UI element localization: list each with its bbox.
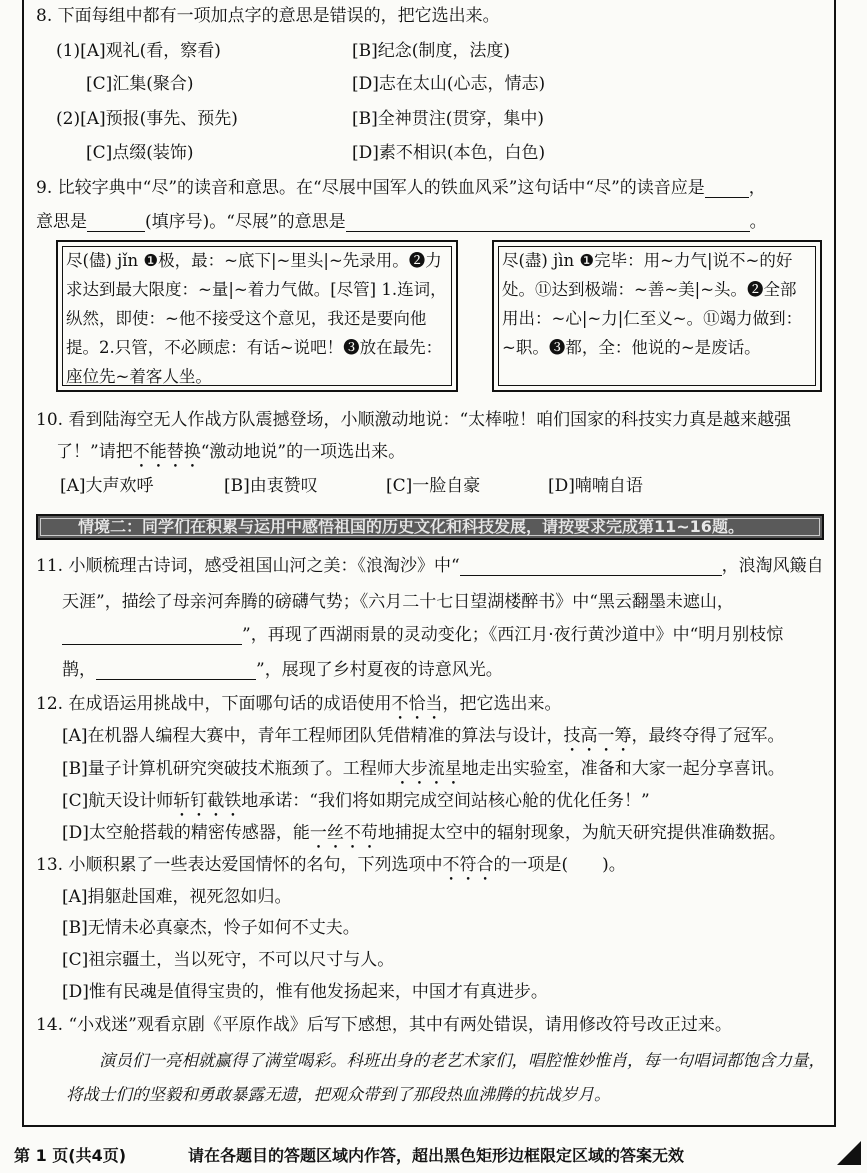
q10-line2 <box>56 442 837 472</box>
q9-line2-a: 意思是 <box>36 212 87 232</box>
q10-option-c[interactable]: [C]一脸自豪 <box>386 476 481 496</box>
q9-line2-b: (填序号)。“尽展”的意思是 <box>145 212 346 232</box>
q13-option-c[interactable]: [C]祖宗疆土，当以死守，不可以尺寸与人。 <box>62 950 395 970</box>
q12-option-d-pre: [D]太空舱搭载的精密传感器，能 <box>62 823 310 843</box>
q11-line4-b: ”，展现了乡村夏夜的诗意风光。 <box>256 660 503 680</box>
q12-option-c-post: 地承诺：“我们将如期完成空间站核心舱的优化任务！” <box>241 791 650 811</box>
context-banner <box>36 514 824 540</box>
q12-stem <box>36 694 837 724</box>
q8-stem: 8. 下面每组中都有一项加点字的意思是错误的，把它选出来。 <box>36 6 500 26</box>
q9-line2 <box>36 212 837 232</box>
q11-line4-a: 鹊， <box>62 660 96 680</box>
dictionary-entry-jin4: 尽(盡) jìn ❶完毕：用~力气|说不~的好处。⑪达到极端：~善~美|~头。❷全部用出：~心|~力|仁至义~。⑪竭力做到：~职。❸都，全：他说的~是废话。 <box>502 251 803 357</box>
q9-blank-number[interactable] <box>87 215 145 232</box>
context-banner-text: 情境二：同学们在积累与运用中感悟祖国的历史文化和科技发展，请按要求完成第11~16题。 <box>78 517 744 536</box>
q9-line1-end: ， <box>748 178 766 198</box>
q12-stem-c: ，把它选出来。 <box>442 694 562 714</box>
q10-option-d[interactable]: [D]喃喃自语 <box>548 476 643 496</box>
q10-line2-c: “激动地说”的一项选出来。 <box>200 442 406 462</box>
q11-line3 <box>62 625 837 645</box>
answer-area-notice: 请在各题目的答题区域内作答，超出黑色矩形边框限定区域的答案无效 <box>188 1146 685 1165</box>
q9-line2-end: 。 <box>749 212 767 232</box>
q8-option-2b[interactable]: [B]全神贯注(贯穿，集中) <box>352 109 545 129</box>
q11-line1 <box>36 556 837 576</box>
q11-line3-text: ”，再现了西湖雨景的灵动变化；《西江月·夜行黄沙道中》中“明月别枝惊 <box>242 625 784 645</box>
q13-stem <box>36 855 837 885</box>
q11-line2: 天涯”，描绘了母亲河奔腾的磅礴气势；《六月二十七日望湖楼醉书》中“黑云翻墨未遮山， <box>62 592 734 612</box>
q11-blank-3[interactable] <box>96 663 256 680</box>
q12-option-c-pre: [C]航天设计师 <box>62 791 174 811</box>
q13-option-d[interactable]: [D]惟有民魂是值得宝贵的，惟有他发扬起来，中国才有真进步。 <box>62 982 548 1002</box>
q10-option-b[interactable]: [B]由衷赞叹 <box>224 476 318 496</box>
dictionary-entry-jin3: 尽(儘) jǐn ❶极，最：~底下|~里头|~先录用。❷力求达到最大限度：~量|~着力气做。[尽管] 1.连词，纵然，即使：~他不接受这个意见，我还是要向他提。2.只管，不必顾虑：有话~说吧！❸放在最先：座位先~着客人坐。 <box>66 251 447 386</box>
q13-option-b[interactable]: [B]无情未必真豪杰，怜子如何不丈夫。 <box>62 918 360 938</box>
q11-blank-2[interactable] <box>62 628 242 645</box>
q11-blank-1[interactable] <box>460 559 722 576</box>
q13-option-a[interactable]: [A]捐躯赴国难，视死忽如归。 <box>62 887 292 907</box>
q11-line1-a: 11. 小顺梳理古诗词，感受祖国山河之美：《浪淘沙》中“ <box>36 556 460 576</box>
dictionary-box-jin4 <box>492 240 822 392</box>
q11-line4 <box>62 660 837 680</box>
q10-line2-a: 了！”请把 <box>56 442 133 462</box>
q12-option-a-pre: [A]在机器人编程大赛中，青年工程师团队凭借精准的算法与设计， <box>62 726 564 746</box>
q8-option-1d[interactable]: [D]志在太山(心志，情志) <box>352 74 546 94</box>
q8-option-2d[interactable]: [D]素不相识(本色，白色) <box>352 143 546 163</box>
q12-option-c[interactable] <box>62 791 837 821</box>
q12-option-b[interactable] <box>62 759 837 789</box>
q12-stem-a: 12. 在成语运用挑战中，下面哪句话的成语使用 <box>36 694 392 714</box>
q10-line1: 10. 看到陆海空无人作战方队震撼登场，小顺激动地说：“太棒啦！咱们国家的科技实力真是越来越强 <box>36 410 792 430</box>
q12-option-b-pre: [B]量子计算机研究突破技术瓶颈了。工程师 <box>62 759 394 779</box>
q12-option-c-idiom: 斩钉截铁 <box>173 791 242 811</box>
q12-emphasis: 不恰当 <box>391 694 443 714</box>
page-number: 第 1 页(共4页) <box>14 1146 127 1165</box>
q10-option-a[interactable]: [A]大声欢呼 <box>60 476 154 496</box>
q9-blank-meaning[interactable] <box>346 215 750 232</box>
q8-option-1a[interactable]: (1)[A]观礼(看，察看) <box>56 41 221 61</box>
dictionary-box-jin3 <box>56 240 458 392</box>
q9-line1 <box>36 178 837 198</box>
q14-passage[interactable]: 演员们一亮相就赢得了满堂喝彩。科班出身的老艺术家们，唱腔惟妙惟肖，每一句唱词都饱含力量，将战士们的坚毅和勇敢暴露无遗，把观众带到了那段热血沸腾的抗战岁月。 <box>66 1051 825 1104</box>
q8-option-1c[interactable]: [C]汇集(聚合) <box>86 74 194 94</box>
q9-blank-reading[interactable] <box>705 181 749 198</box>
q12-option-a-idiom: 技高一筹 <box>563 726 632 746</box>
q12-option-a-post: ，最终夺得了冠军。 <box>631 726 785 746</box>
q13-stem-c: 的一项是( )。 <box>493 855 626 875</box>
q12-option-b-post: 地走出实验室，准备和大家一起分享喜讯。 <box>461 759 785 779</box>
q8-option-2a[interactable]: (2)[A]预报(事先、预先) <box>56 109 238 129</box>
q9-line1-text: 9. 比较字典中“尽”的读音和意思。在“尽展中国军人的铁血风采”这句话中“尽”的读音应是 <box>36 178 705 198</box>
corner-marker-icon <box>837 1141 861 1165</box>
q8-option-2c[interactable]: [C]点缀(装饰) <box>86 143 194 163</box>
q8-option-1b[interactable]: [B]纪念(制度，法度) <box>352 41 511 61</box>
q12-option-a[interactable] <box>62 726 837 756</box>
q10-emphasis: 不能替换 <box>132 442 201 462</box>
q11-line1-b: ，浪淘风簸自 <box>721 556 824 576</box>
q13-emphasis: 不符合 <box>442 855 494 875</box>
q12-option-d[interactable] <box>62 823 837 853</box>
q12-option-d-idiom: 一丝不苟 <box>309 823 378 843</box>
q13-stem-a: 13. 小顺积累了一些表达爱国情怀的名句，下列选项中 <box>36 855 443 875</box>
q14-stem: 14. “小戏迷”观看京剧《平原作战》后写下感想，其中有两处错误，请用修改符号改正过来。 <box>36 1015 732 1035</box>
q12-option-d-post: 地捕捉太空中的辐射现象，为航天研究提供准确数据。 <box>377 823 786 843</box>
q12-option-b-idiom: 大步流星 <box>393 759 462 779</box>
